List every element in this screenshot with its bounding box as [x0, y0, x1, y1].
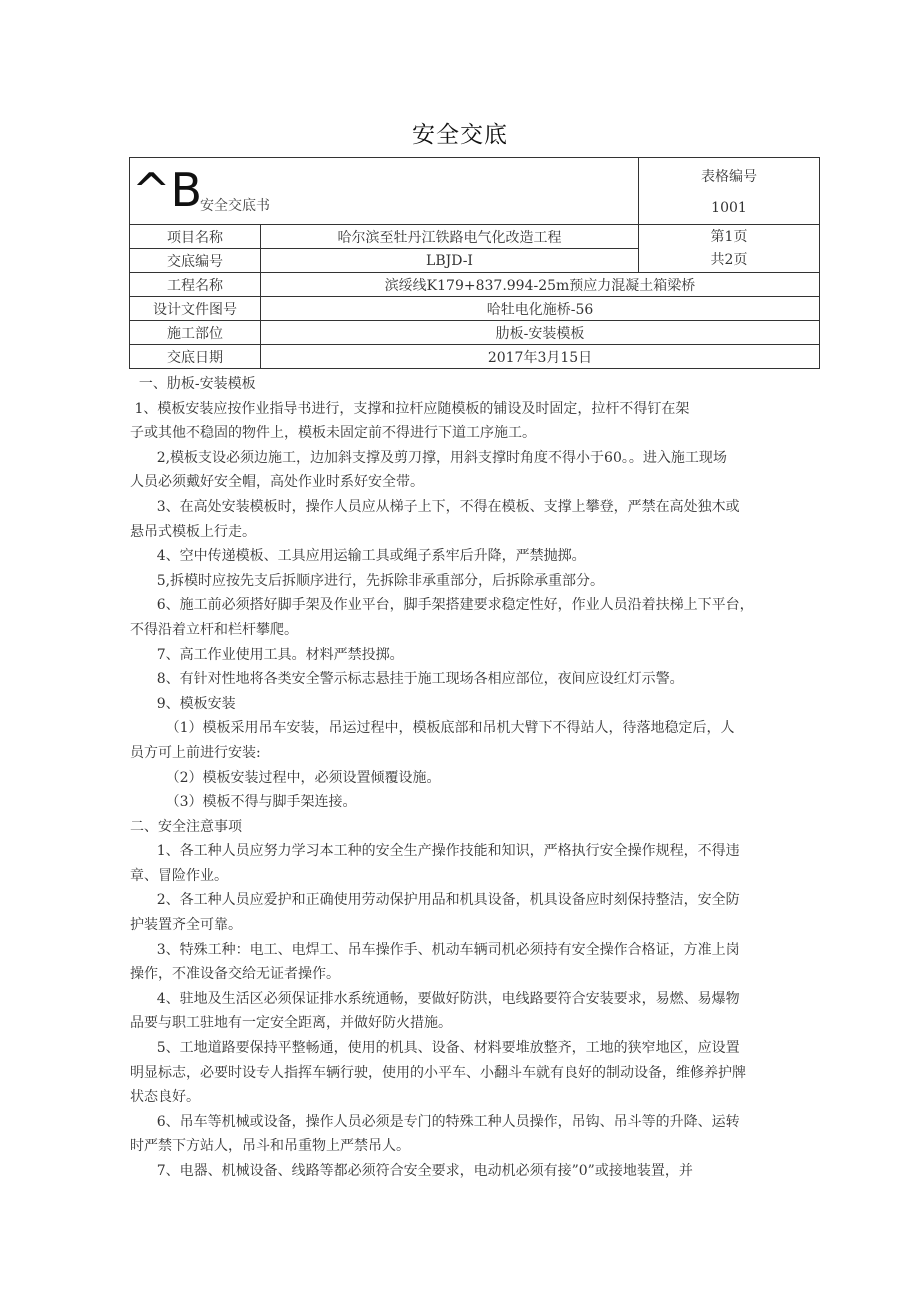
- row-value: LBJD-I: [261, 249, 639, 273]
- form-number-label: 表格编号: [701, 169, 757, 185]
- body-line: 1、模板安装应按作业指导书进行，支撑和拉杆应随模板的铺设及时固定，拉杆不得钉在架: [130, 400, 690, 417]
- body-line: 6、施工前必须搭好脚手架及作业平台，脚手架搭建要求稳定性好，作业人员沿着扶梯上下平台，: [130, 597, 754, 614]
- row-label: 交底日期: [130, 345, 261, 369]
- body-line: 员方可上前进行安装:: [130, 744, 261, 761]
- body-line: 4、空中传递模板、工具应用运输工具或绳子系牢后升降，严禁抛掷。: [130, 548, 586, 565]
- body-line: 2、各工种人员应爱护和正确使用劳动保护用品和机具设备，机具设备应时刻保持整洁，安全防: [130, 892, 740, 909]
- body-line: 明显标志，必要时设专人指挥车辆行驶，使用的小平车、小翻斗车就有良好的制动设备，维修养护牌: [130, 1064, 746, 1081]
- body-line: 7、电器、机械设备、线路等都必须符合安全要求，电动机必须有接”0”或接地装置，并: [130, 1163, 693, 1179]
- body-line: 不得沿着立杆和栏杆攀爬。: [130, 621, 298, 638]
- row-value: 2017年3月15日: [261, 345, 820, 369]
- body-line: 章、冒险作业。: [130, 867, 228, 884]
- body-line: （1）模板采用吊车安装，吊运过程中，模板底部和吊机大臂下不得站人，待落地稳定后，人: [130, 720, 735, 737]
- body-line: 7、高工作业使用工具。材料严禁投掷。: [130, 646, 404, 663]
- body-line: 1、各工种人员应努力学习本工种的安全生产操作技能和知识，严格执行安全操作规程，不得违: [130, 843, 740, 860]
- briefing-body: [130, 372, 820, 1184]
- body-line: （2）模板安装过程中，必须设置倾覆设施。: [130, 769, 441, 786]
- body-line: 一、肋板-安装模板: [130, 376, 256, 392]
- page-title: 安全交底: [412, 122, 508, 148]
- body-line: 时严禁下方站人，吊斗和吊重物上严禁吊人。: [130, 1138, 410, 1155]
- form-number-cell: [639, 158, 820, 225]
- body-line: 9、模板安装: [130, 695, 236, 712]
- body-line: （3）模板不得与脚手架连接。: [130, 794, 357, 811]
- body-line: 人员必须戴好安全帽，高处作业时系好安全带。: [130, 474, 424, 491]
- body-line: 8、有针对性地将各类安全警示标志悬挂于施工现场各相应部位，夜间应设红灯示警。: [130, 671, 684, 688]
- row-value: 哈牡电化施桥-56: [261, 297, 820, 321]
- row-value: 肋板-安装模板: [261, 321, 820, 345]
- page-total: 共2页: [710, 252, 748, 268]
- row-label: 交底编号: [130, 249, 261, 273]
- body-line: 3、在高处安装模板时，操作人员应从梯子上下，不得在模板、支撑上攀登，严禁在高处独木或: [130, 498, 740, 515]
- row-label: 施工部位: [130, 321, 261, 345]
- body-line: 5、工地道路要保持平整畅通，使用的机具、设备、材料要堆放整齐，工地的狭窄地区，应设置: [130, 1040, 740, 1057]
- body-line: 3、特殊工种：电工、电焊工、吊车操作手、机动车辆司机必须持有安全操作合格证，方准上岗: [130, 941, 740, 958]
- body-line: 状态良好。: [130, 1089, 200, 1106]
- doc-type: 安全交底书: [200, 198, 270, 214]
- row-label: 工程名称: [130, 273, 261, 297]
- page-number: 第1页: [710, 229, 748, 245]
- body-line: 品要与职工驻地有一定安全距离，并做好防火措施。: [130, 1015, 452, 1032]
- form-number: 1001: [711, 200, 747, 216]
- row-label: 项目名称: [130, 225, 261, 249]
- body-line: 6、吊车等机械或设备，操作人员必须是专门的特殊工种人员操作，吊钩、吊斗等的升降、运转: [130, 1113, 740, 1130]
- body-line: 子或其他不稳固的物件上，模板未固定前不得进行下道工序施工。: [130, 425, 536, 442]
- row-value: 哈尔滨至牡丹江铁路电气化改造工程: [261, 225, 639, 249]
- page-info-cell: [639, 225, 820, 273]
- body-line: 操作，不准设备交给无证者操作。: [130, 966, 340, 983]
- row-value: 滨绥线K179+837.994-25m预应力混凝土箱梁桥: [261, 273, 820, 297]
- company-logo: ^B: [132, 163, 203, 217]
- body-line: 4、驻地及生活区必须保证排水系统通畅，要做好防洪，电线路要符合安装要求，易燃、易爆物: [130, 990, 740, 1007]
- body-line: 悬吊式模板上行走。: [130, 523, 256, 540]
- row-label: 设计文件图号: [130, 297, 261, 321]
- body-line: 护装置齐全可靠。: [130, 917, 242, 934]
- body-line: 二、安全注意事项: [130, 818, 242, 835]
- body-line: 5,拆模时应按先支后拆顺序进行，先拆除非承重部分，后拆除承重部分。: [130, 572, 605, 589]
- logo-cell: [130, 158, 639, 225]
- body-line: 2,模板支设必须边施工，边加斜支撑及剪刀撑，用斜支撑时角度不得小于60。。进入施工现场: [130, 449, 727, 466]
- briefing-header-table: [129, 157, 820, 369]
